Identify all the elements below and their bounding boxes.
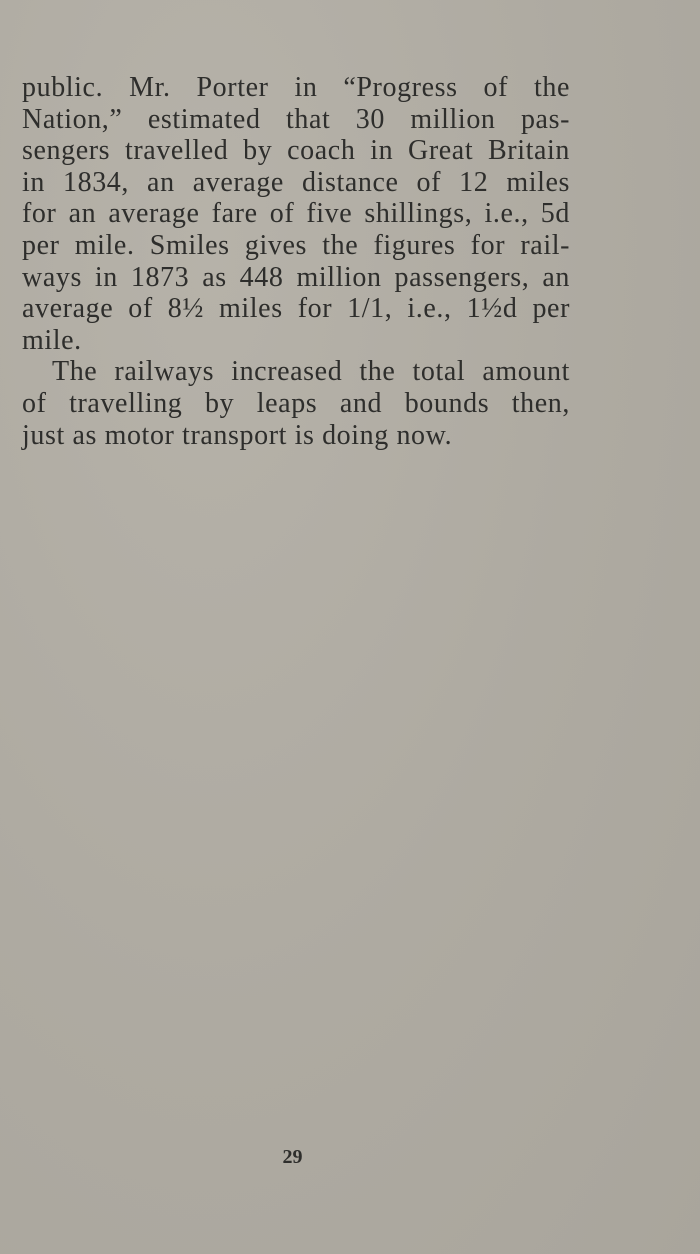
text-line: The railways increased the total amount	[52, 356, 570, 388]
text-line: mile.	[22, 324, 82, 356]
text-line: ways in 1873 as 448 million passengers, an	[22, 261, 570, 293]
text-line: of travelling by leaps and bounds then,	[22, 387, 570, 419]
text-line: for an average fare of five shillings, i.e., 5d	[22, 198, 570, 230]
paragraph-1	[22, 72, 570, 356]
text-line: per mile. Smiles gives the figures for rail-	[22, 229, 570, 261]
text-line: public. Mr. Porter in “Progress of the	[22, 72, 570, 103]
body-text	[22, 72, 570, 451]
page-number: 29	[282, 1146, 303, 1168]
text-line: sengers travelled by coach in Great Britain	[22, 135, 570, 167]
paragraph-2	[22, 356, 570, 451]
text-line: in 1834, an average distance of 12 miles	[22, 166, 570, 198]
text-line: just as motor transport is doing now.	[22, 419, 453, 451]
text-line: Nation,” estimated that 30 million pas-	[22, 103, 570, 135]
text-line: average of 8½ miles for 1/1, i.e., 1½d per	[22, 293, 570, 325]
